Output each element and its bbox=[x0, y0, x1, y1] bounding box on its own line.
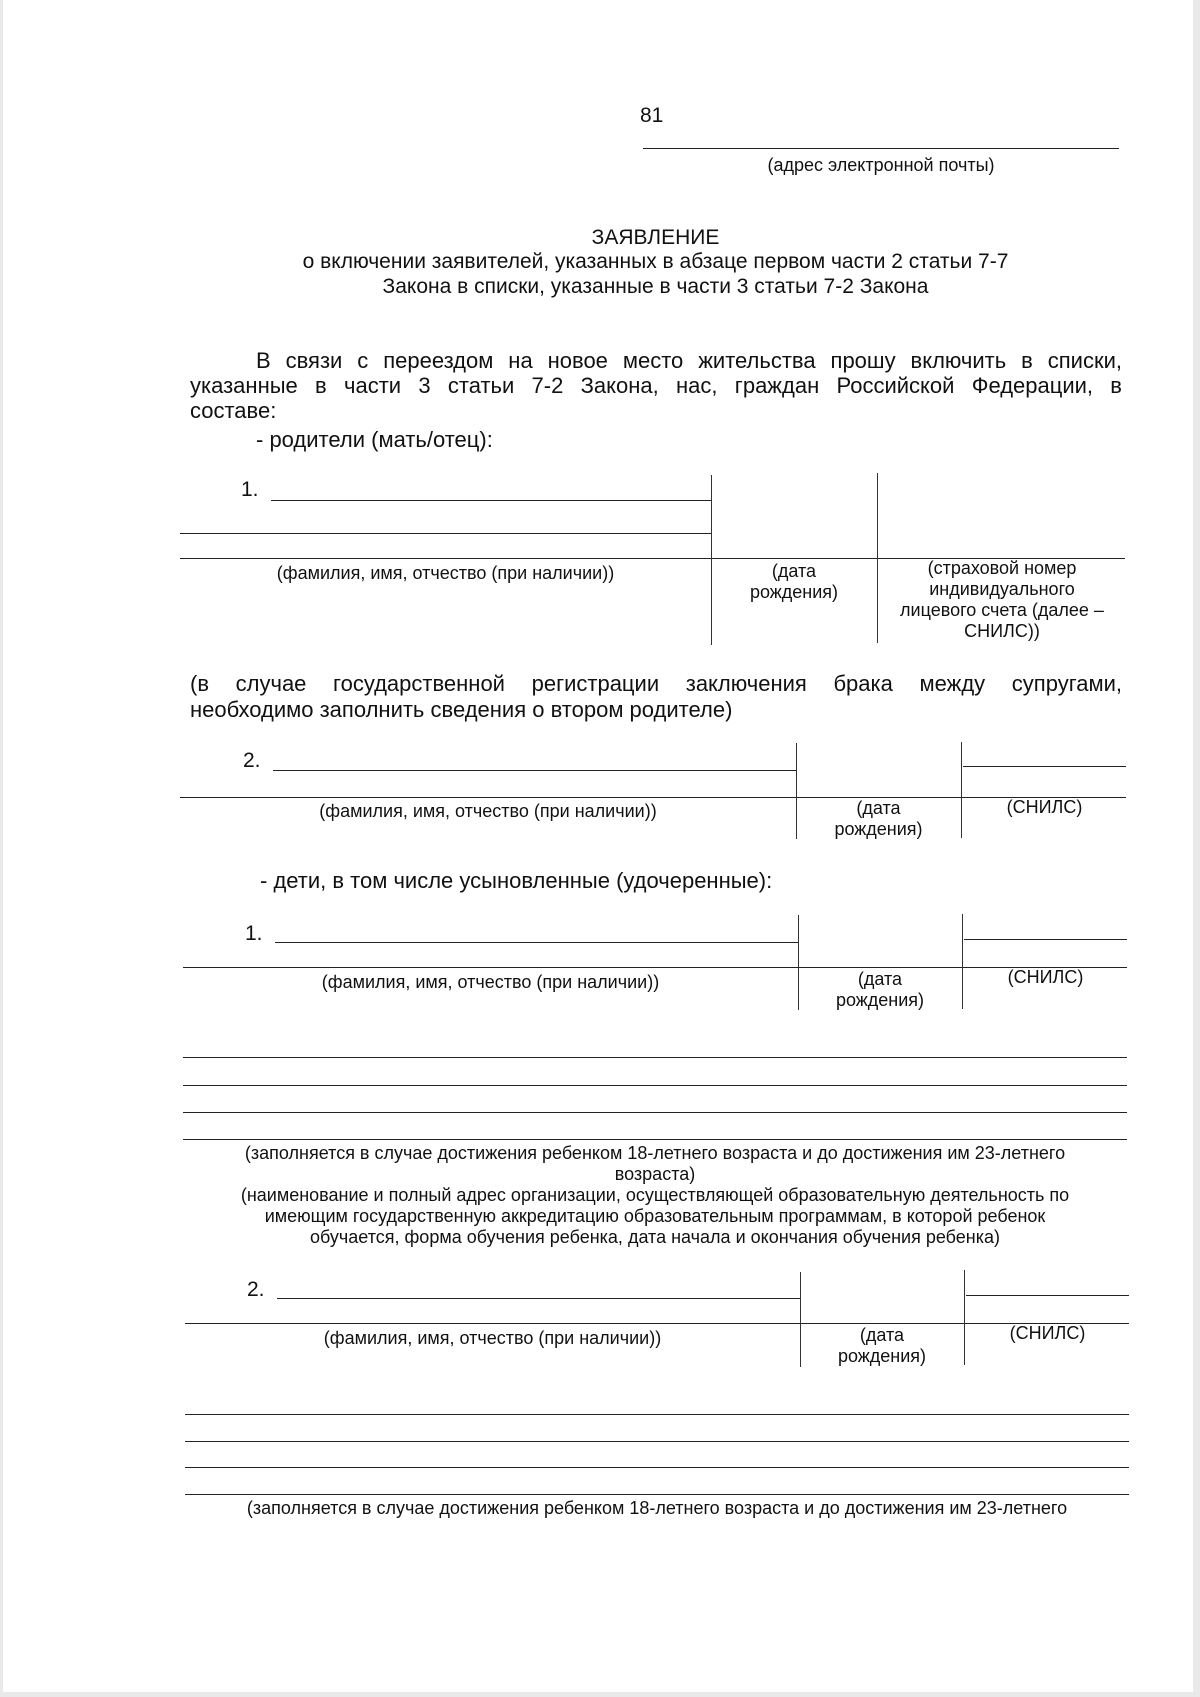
parent2-divider-2 bbox=[961, 742, 962, 838]
parent2-dob-caption-2: рождения) bbox=[834, 819, 923, 839]
child2-dob-caption-1: (дата bbox=[859, 1325, 905, 1345]
child2-name-line[interactable] bbox=[277, 1298, 800, 1299]
child1-divider-2 bbox=[962, 914, 963, 1009]
intro-line-1: В связи с переездом на новое место жительства прошу включить в списки, bbox=[256, 348, 1122, 373]
child1-dob-caption-1: (дата bbox=[857, 969, 903, 989]
title-subline-1: о включении заявителей, указанных в абзаце первом части 2 статьи 7-7 bbox=[302, 250, 1009, 273]
child2-extra-line-3[interactable] bbox=[185, 1467, 1129, 1468]
title-subline-2: Закона в списки, указанные в части 3 статьи 7-2 Закона bbox=[382, 275, 929, 298]
parent1-dob-caption-2: рождения) bbox=[749, 582, 839, 602]
child1-snils-line[interactable] bbox=[964, 939, 1127, 940]
child1-snils-caption: (СНИЛС) bbox=[1007, 967, 1084, 987]
document-page bbox=[3, 0, 1193, 1692]
intro-line-2: указанные в части 3 статьи 7-2 Закона, нас, граждан Российской Федерации, в bbox=[190, 373, 1122, 398]
marriage-note-line-2: необходимо заполнить сведения о втором родителе) bbox=[190, 697, 733, 722]
marriage-note-line-1: (в случае государственной регистрации заключения брака между супругами, bbox=[190, 671, 1122, 696]
parent1-name-caption: (фамилия, имя, отчество (при наличии)) bbox=[276, 563, 615, 583]
child1-age-note-1: (заполняется в случае достижения ребенком 18-летнего возраста и до достижения им 23-летнего bbox=[244, 1143, 1066, 1163]
parents-heading: - родители (мать/отец): bbox=[256, 427, 493, 452]
child2-name-caption: (фамилия, имя, отчество (при наличии)) bbox=[323, 1328, 662, 1348]
child2-snils-line[interactable] bbox=[966, 1295, 1129, 1296]
child1-extra-line-1[interactable] bbox=[183, 1057, 1127, 1058]
child1-org-note-1: (наименование и полный адрес организации, осуществляющей образовательную деятельность по bbox=[240, 1185, 1070, 1205]
child1-dob-caption-2: рождения) bbox=[835, 990, 925, 1010]
intro-line-3: составе: bbox=[190, 398, 277, 423]
parent2-number: 2. bbox=[243, 749, 261, 772]
child2-extra-line-2[interactable] bbox=[185, 1441, 1129, 1442]
parent1-divider-1 bbox=[711, 475, 712, 645]
child1-org-note-2: имеющим государственную аккредитацию образовательным программам, в которой ребенок bbox=[264, 1206, 1046, 1226]
parent1-name-line-1[interactable] bbox=[271, 500, 711, 501]
parent2-dob-caption-1: (дата bbox=[856, 798, 901, 818]
parent1-dob-caption-1: (дата bbox=[771, 561, 817, 581]
parent2-name-line[interactable] bbox=[273, 770, 796, 771]
children-heading: - дети, в том числе усыновленные (удочеренные): bbox=[260, 868, 773, 893]
parent1-number: 1. bbox=[241, 478, 259, 501]
parent1-snils-caption-3: лицевого счета (далее – bbox=[900, 600, 1104, 620]
parent1-snils-caption-2: индивидуального bbox=[929, 579, 1075, 599]
child2-age-note-1: (заполняется в случае достижения ребенком 18-летнего возраста и до достижения им 23-летнего bbox=[246, 1498, 1068, 1518]
child1-name-line[interactable] bbox=[275, 942, 798, 943]
parent2-snils-line[interactable] bbox=[963, 766, 1126, 767]
parent1-divider-2 bbox=[877, 473, 878, 643]
child1-number: 1. bbox=[245, 922, 263, 945]
child2-divider-2 bbox=[964, 1270, 965, 1365]
parent2-name-caption: (фамилия, имя, отчество (при наличии)) bbox=[319, 801, 657, 821]
child1-extra-line-2[interactable] bbox=[183, 1085, 1127, 1086]
child2-extra-line-1[interactable] bbox=[185, 1414, 1129, 1415]
child1-org-note-3: обучается, форма обучения ребенка, дата начала и окончания обучения ребенка) bbox=[309, 1227, 1001, 1247]
child1-extra-line-3[interactable] bbox=[183, 1112, 1127, 1113]
child1-name-caption: (фамилия, имя, отчество (при наличии)) bbox=[321, 972, 660, 992]
child2-number: 2. bbox=[247, 1278, 265, 1301]
parent1-snils-caption-1: (страховой номер bbox=[927, 558, 1077, 578]
email-caption: (адрес электронной почты) bbox=[767, 155, 995, 175]
child1-extra-line-4[interactable] bbox=[183, 1139, 1127, 1140]
parent1-name-line-2[interactable] bbox=[180, 533, 711, 534]
child2-dob-caption-2: рождения) bbox=[837, 1346, 927, 1366]
child2-extra-line-4[interactable] bbox=[185, 1494, 1129, 1495]
child2-snils-caption: (СНИЛС) bbox=[1009, 1323, 1086, 1343]
document-title: ЗАЯВЛЕНИЕ bbox=[591, 226, 720, 249]
page-number: 81 bbox=[640, 104, 664, 127]
parent1-snils-caption-4: СНИЛС)) bbox=[964, 621, 1040, 641]
parent2-snils-caption: (СНИЛС) bbox=[1006, 797, 1083, 817]
child1-age-note-2: возраста) bbox=[614, 1164, 696, 1184]
email-field-line bbox=[643, 148, 1119, 149]
